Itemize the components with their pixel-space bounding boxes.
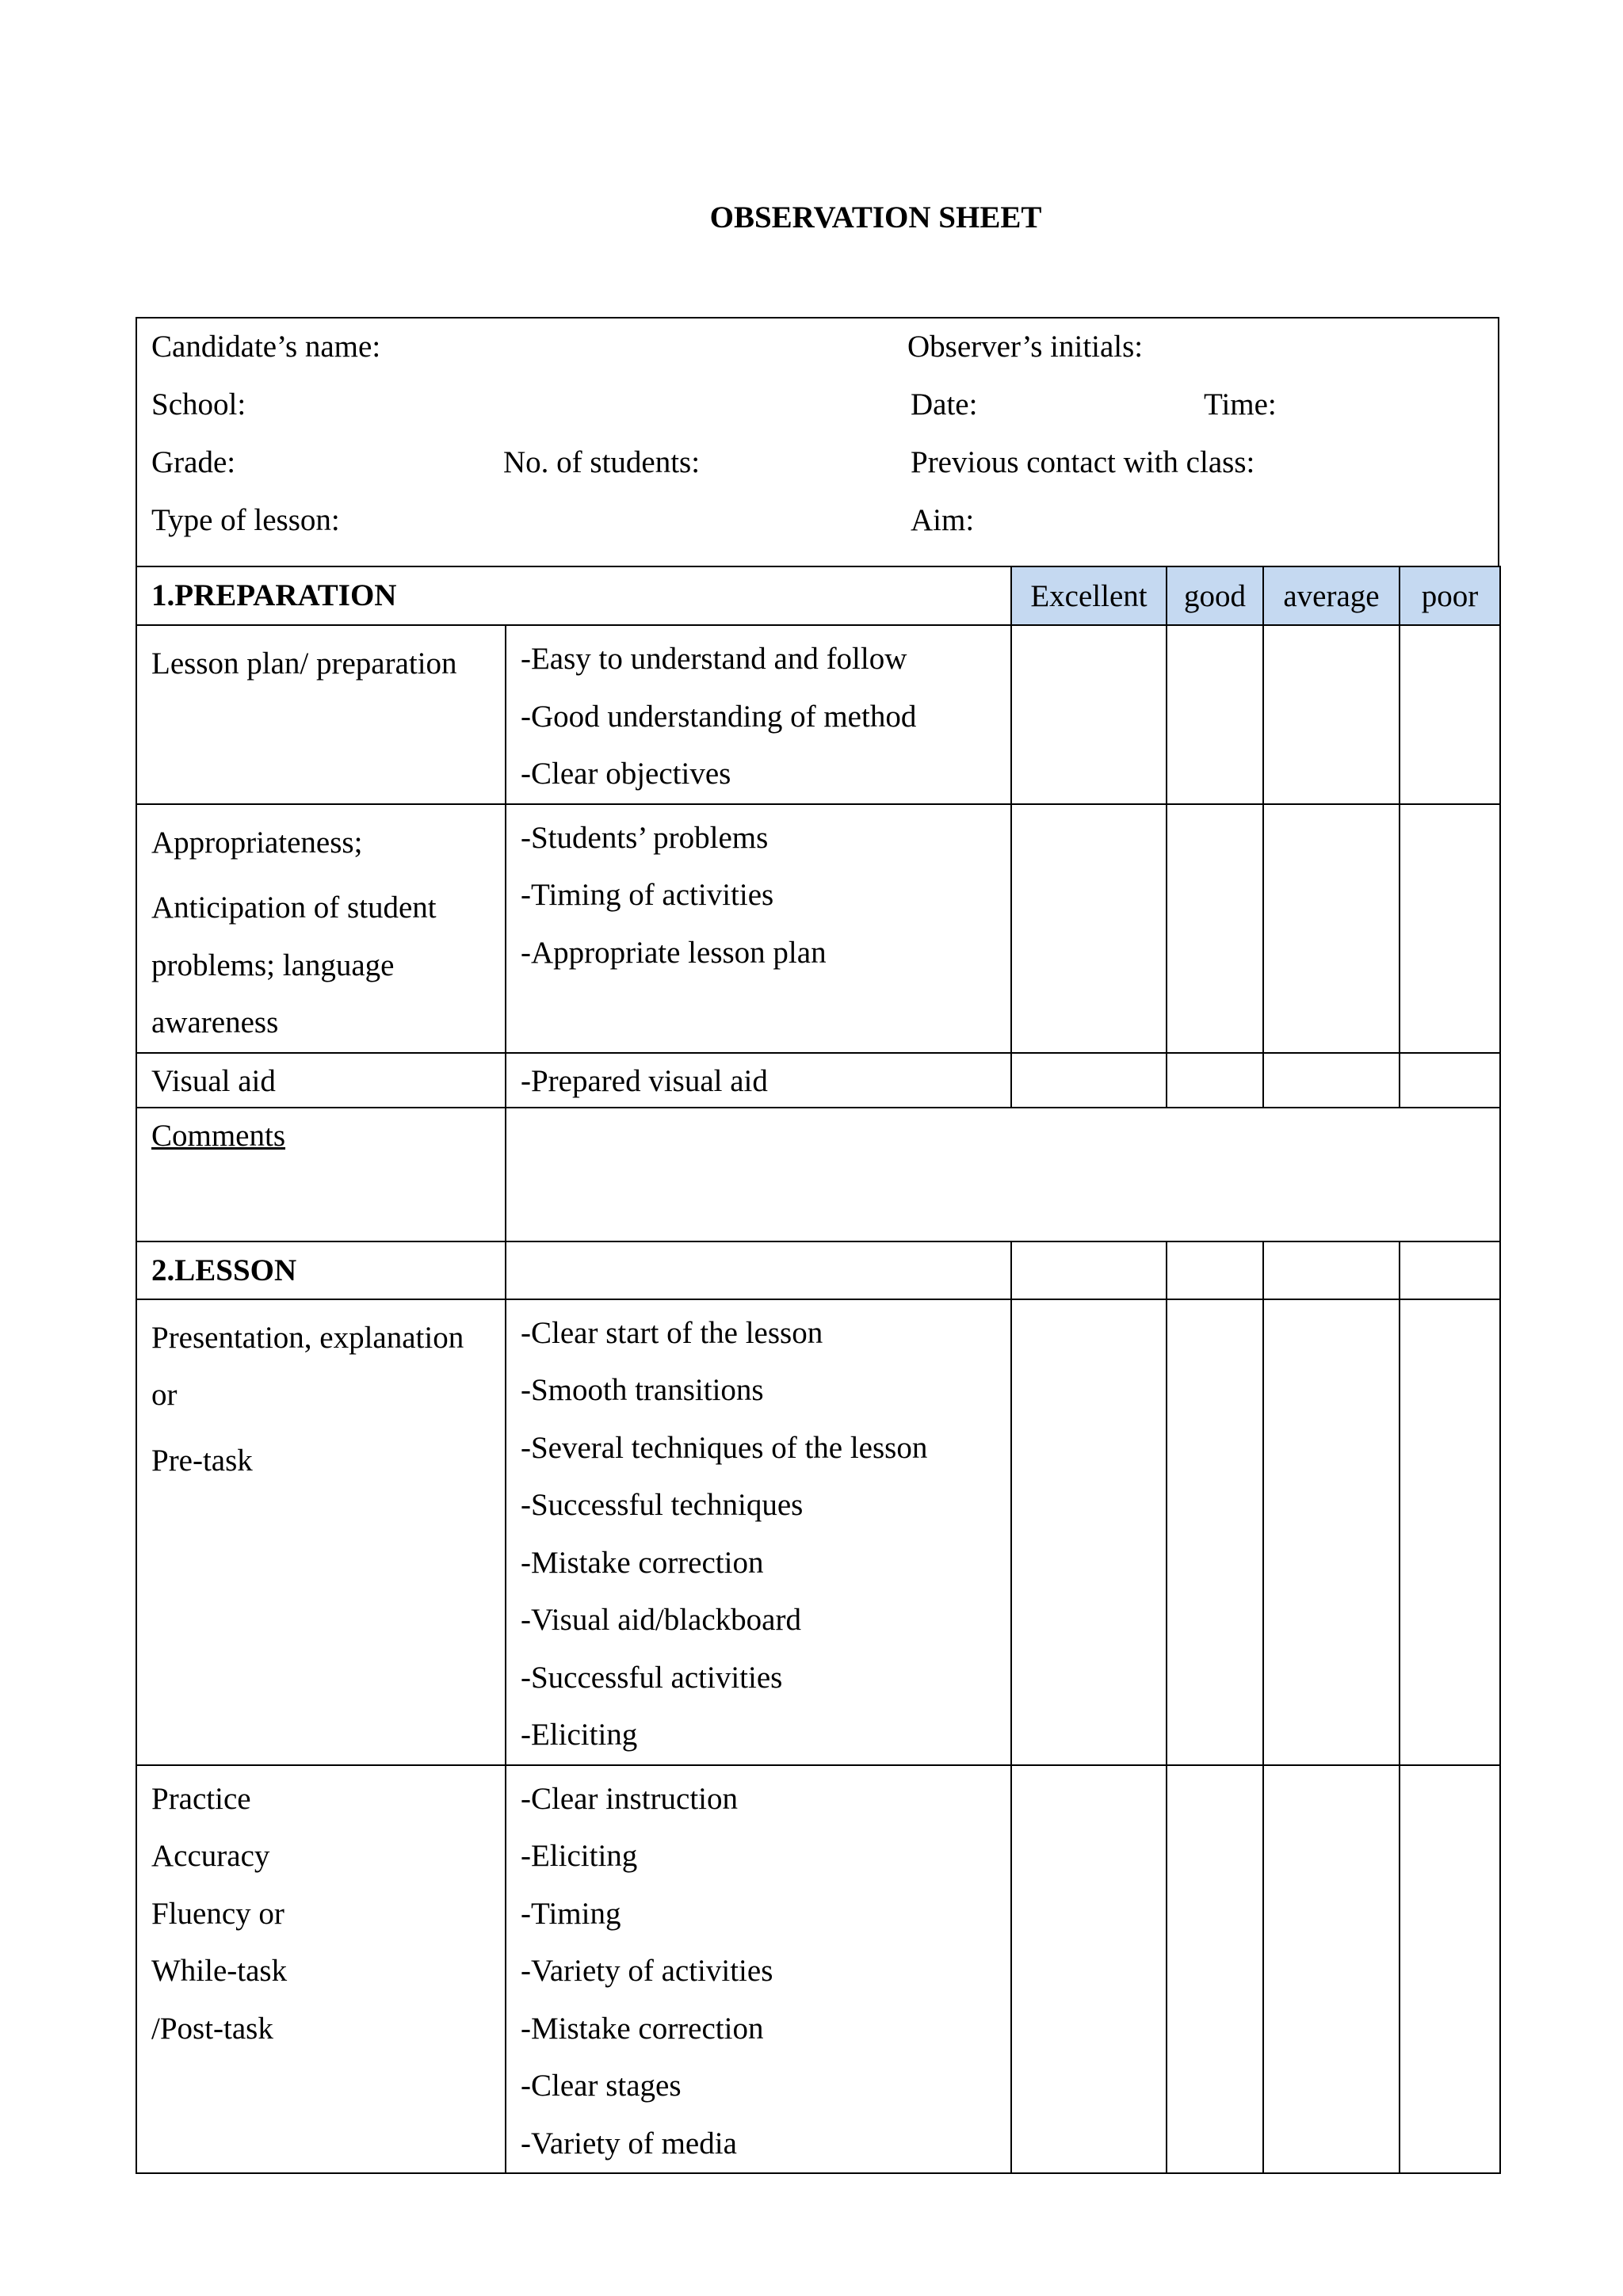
criterion-label-line: Anticipation of student problems; language awareness [151,891,437,1039]
criterion-label-line: Practice [151,1781,251,1816]
comments-row [136,1108,1500,1241]
rating-cell-excellent[interactable] [1011,804,1167,1053]
criterion-label-line: Lesson plan/ preparation [151,646,457,681]
criterion-row [136,625,1500,804]
comments-field[interactable] [506,1108,1500,1241]
criterion-row [136,804,1500,1053]
criterion-item: -Eliciting [521,1718,638,1752]
criterion-item: -Clear objectives [521,757,731,791]
criterion-item: -Several techniques of the lesson [521,1430,928,1465]
criterion-label-line: Appropriateness; [151,825,363,860]
criterion-item: -Clear stages [521,2069,682,2103]
time-field[interactable]: Time: [1204,387,1277,421]
criterion-item: -Variety of activities [521,1954,773,1988]
criterion-item: -Appropriate lesson plan [521,935,827,970]
criterion-item: -Successful activities [521,1660,783,1695]
rating-cell-average[interactable] [1263,1765,1400,2174]
rating-cell-excellent[interactable] [1011,1299,1167,1765]
page-title: OBSERVATION SHEET [709,200,1042,235]
criterion-items [506,1765,1011,2174]
rating-header-average: average [1263,566,1400,625]
rating-cell-poor[interactable] [1400,1241,1500,1299]
criterion-item: -Variety of media [521,2126,737,2161]
rating-cell-good[interactable] [1167,1299,1263,1765]
criterion-row [136,1299,1500,1765]
criterion-item: -Prepared visual aid [521,1063,768,1098]
criterion-item: -Successful techniques [521,1488,804,1522]
rating-cell-good[interactable] [1167,804,1263,1053]
observation-table [136,566,1501,2174]
criterion-label-line: Presentation, explanation or [151,1320,464,1412]
rating-cell-poor[interactable] [1400,804,1500,1053]
rating-header-excellent: Excellent [1011,566,1167,625]
criterion-item: -Clear start of the lesson [521,1315,823,1350]
candidate-name-field[interactable]: Candidate’s name: [151,330,381,364]
criterion-label [136,1299,506,1765]
rating-cell-excellent[interactable] [1011,1241,1167,1299]
comments-label: Comments [151,1118,286,1153]
criterion-item: -Eliciting [521,1839,638,1873]
criterion-items [506,804,1011,1053]
rating-cell-good[interactable] [1167,1241,1263,1299]
criterion-items [506,1053,1011,1108]
rating-cell-excellent[interactable] [1011,1053,1167,1108]
rating-cell-poor[interactable] [1400,1053,1500,1108]
rating-cell-average[interactable] [1263,804,1400,1053]
observation-sheet [136,317,1499,2174]
criterion-label-line: Accuracy [151,1839,270,1873]
rating-cell-excellent[interactable] [1011,625,1167,804]
criterion-item: -Students’ problems [521,820,769,855]
criterion-item: -Mistake correction [521,2011,764,2046]
rating-cell-poor[interactable] [1400,625,1500,804]
info-box [136,317,1499,567]
aim-field[interactable]: Aim: [911,503,975,537]
rating-header-poor: poor [1400,566,1500,625]
criterion-label [136,804,506,1053]
criterion-item: -Smooth transitions [521,1373,764,1407]
criterion-item: -Timing of activities [521,878,774,912]
section-title-preparation: 1.PREPARATION [136,566,1011,625]
criterion-row [136,1053,1500,1108]
rating-cell-average[interactable] [1263,1241,1400,1299]
previous-contact-field[interactable]: Previous contact with class: [911,445,1255,479]
criterion-label-line: Visual aid [151,1063,276,1098]
lesson-header-row [136,1241,1500,1299]
preparation-header-row [136,566,1500,625]
date-field[interactable]: Date: [911,387,978,421]
rating-cell-average[interactable] [1263,1299,1400,1765]
rating-cell-good[interactable] [1167,1765,1263,2174]
lesson-header-blank [506,1241,1011,1299]
rating-cell-excellent[interactable] [1011,1765,1167,2174]
type-of-lesson-field[interactable]: Type of lesson: [151,503,340,537]
comments-label-cell [136,1108,506,1241]
criterion-item: -Visual aid/blackboard [521,1603,801,1637]
criterion-item: -Good understanding of method [521,699,917,734]
criterion-label [136,625,506,804]
section-title-lesson: 2.LESSON [136,1241,506,1299]
criterion-label-line: While-task [151,1954,288,1988]
criterion-items [506,1299,1011,1765]
criterion-label-line: Pre-task [151,1443,253,1478]
school-field[interactable]: School: [151,387,246,421]
criterion-item: -Mistake correction [521,1545,764,1580]
criterion-row [136,1765,1500,2174]
observer-initials-field[interactable]: Observer’s initials: [907,330,1144,364]
rating-cell-average[interactable] [1263,625,1400,804]
criterion-item: -Clear instruction [521,1781,739,1816]
rating-cell-good[interactable] [1167,625,1263,804]
grade-field[interactable]: Grade: [151,445,236,479]
criterion-item: -Easy to understand and follow [521,642,907,676]
rating-cell-poor[interactable] [1400,1765,1500,2174]
no-of-students-field[interactable]: No. of students: [503,445,701,479]
rating-header-good: good [1167,566,1263,625]
criterion-label-line: /Post-task [151,2011,273,2046]
criterion-item: -Timing [521,1896,621,1931]
criterion-label [136,1765,506,2174]
criterion-label-line: Fluency or [151,1896,285,1931]
rating-cell-poor[interactable] [1400,1299,1500,1765]
rating-cell-good[interactable] [1167,1053,1263,1108]
criterion-label [136,1053,506,1108]
rating-cell-average[interactable] [1263,1053,1400,1108]
criterion-items [506,625,1011,804]
